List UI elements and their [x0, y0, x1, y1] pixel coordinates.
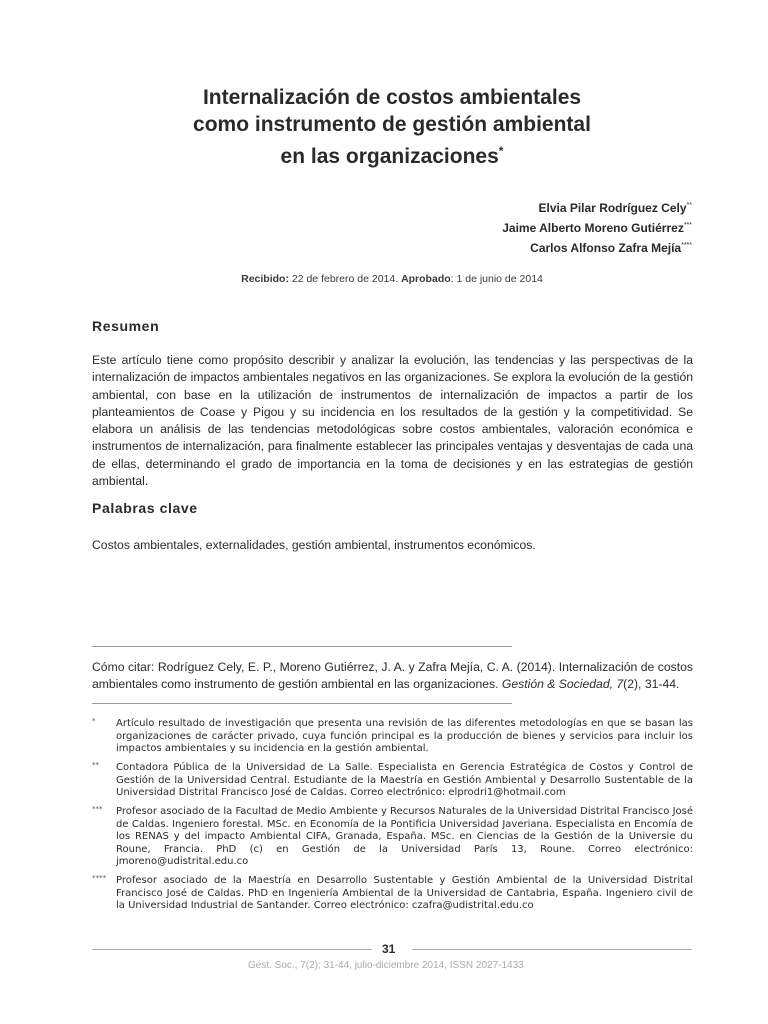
abstract-heading: Resumen: [92, 318, 160, 334]
journal-footer: Gest. Soc., 7(2); 31-44, julio-diciembre 2014, ISSN 2027-1433: [248, 960, 524, 971]
author-list: [502, 197, 692, 257]
footnote-2: ** Contadora Pública de la Universidad de La Salle. Especialista en Gerencia Estratégica de Costos y Control de Gestión de la Universidad Central. Estudiante de la Maestría en Gestión Ambiental y Desarrollo Sustentable de la Universidad Distrital Francisco José de Caldas. Correo electrónico: elprodri1@hotmail.com: [92, 761, 693, 799]
citation-top-divider: [92, 646, 512, 647]
page-number: 31: [382, 942, 396, 956]
title-line-3: en las organizaciones*: [280, 144, 504, 168]
title-line-2: como instrumento de gestión ambiental: [193, 113, 591, 136]
footnote-4: **** Profesor asociado de la Maestría en Desarrollo Sustentable y Gestión Ambiental de la Universidad Distrital Francisco José de Caldas. PhD en Ingeniería Ambiental de la Universidad de Cantabria, España. Ingeniero civil de la Universidad Industrial de Santander. Correo electrónico: czafra@udistrital.edu.co: [92, 874, 693, 912]
footnote-3: *** Profesor asociado de la Facultad de Medio Ambiente y Recursos Naturales de la Universidad Distrital Francisco José de Caldas. Ingeniero forestal. MSc. en Economía de la Pontificia Universidad Javeriana. Especialista en Encomía de los RENAS y del impacto Ambiental CIFA, Granada, España. MSc. en Ciencias de la Gestión de la Universie du Roune, Francia. PhD (c) en Gestión de la Universidad París 13, Roune. Correo electrónico: jmoreno@udistrital.edu.co: [92, 805, 693, 868]
footnote-1: * Artículo resultado de investigación que presenta una revisión de las diferentes metodologías en que se basan las organizaciones de carácter privado, cuya función principal es la producción de bienes y servicios para incluir los impactos ambientales y su incidencia en la gestión ambiental.: [92, 717, 693, 755]
received-dates: Recibido: 22 de febrero de 2014. Aprobado: 1 de junio de 2014: [241, 273, 543, 285]
title-line-1: Internalización de costos ambientales: [202, 86, 582, 109]
citation-text: Cómo citar: Rodríguez Cely, E. P., Moreno Gutiérrez, J. A. y Zafra Mejía, C. A. (2014). Internalización de costos ambientales como instrumento de gestión ambiental en las organizaciones. Gestión & Sociedad, 7(2), 31-44.: [92, 660, 693, 692]
article-title: [92, 84, 692, 170]
citation-bottom-divider: [92, 703, 512, 704]
author-3: Carlos Alfonso Zafra Mejía****: [530, 241, 692, 255]
title-footnote-mark: *: [498, 144, 504, 158]
author-2: Jaime Alberto Moreno Gutiérrez***: [502, 221, 692, 235]
keywords-text: Costos ambientales, externalidades, gestión ambiental, instrumentos económicos.: [92, 538, 536, 552]
author-1: Elvia Pilar Rodríguez Cely**: [538, 201, 692, 215]
footer-divider-left: [92, 949, 372, 950]
keywords-heading: Palabras clave: [92, 500, 198, 516]
abstract-text: Este artículo tiene como propósito describir y analizar la evolución, las tendencias y las perspectivas de la internalización de impactos ambientales negativos en las organizaciones. Se explora la evolución de la gestión ambiental, con base en la utilización de instrumentos de internalización de impactos a partir de los planteamientos de Coase y Pigou y su incidencia en los resultados de la gestión y la competitividad. Se elabora un análisis de las tendencias metodológicas sobre costos ambientales, valoración económica e instrumentos de internalización, para finalmente establecer las principales ventajas y desventajas de cada una de ellas, determinando el grado de importancia en la toma de decisiones y en las estrategias de gestión ambiental.: [92, 353, 693, 489]
footer-divider-right: [412, 949, 692, 950]
